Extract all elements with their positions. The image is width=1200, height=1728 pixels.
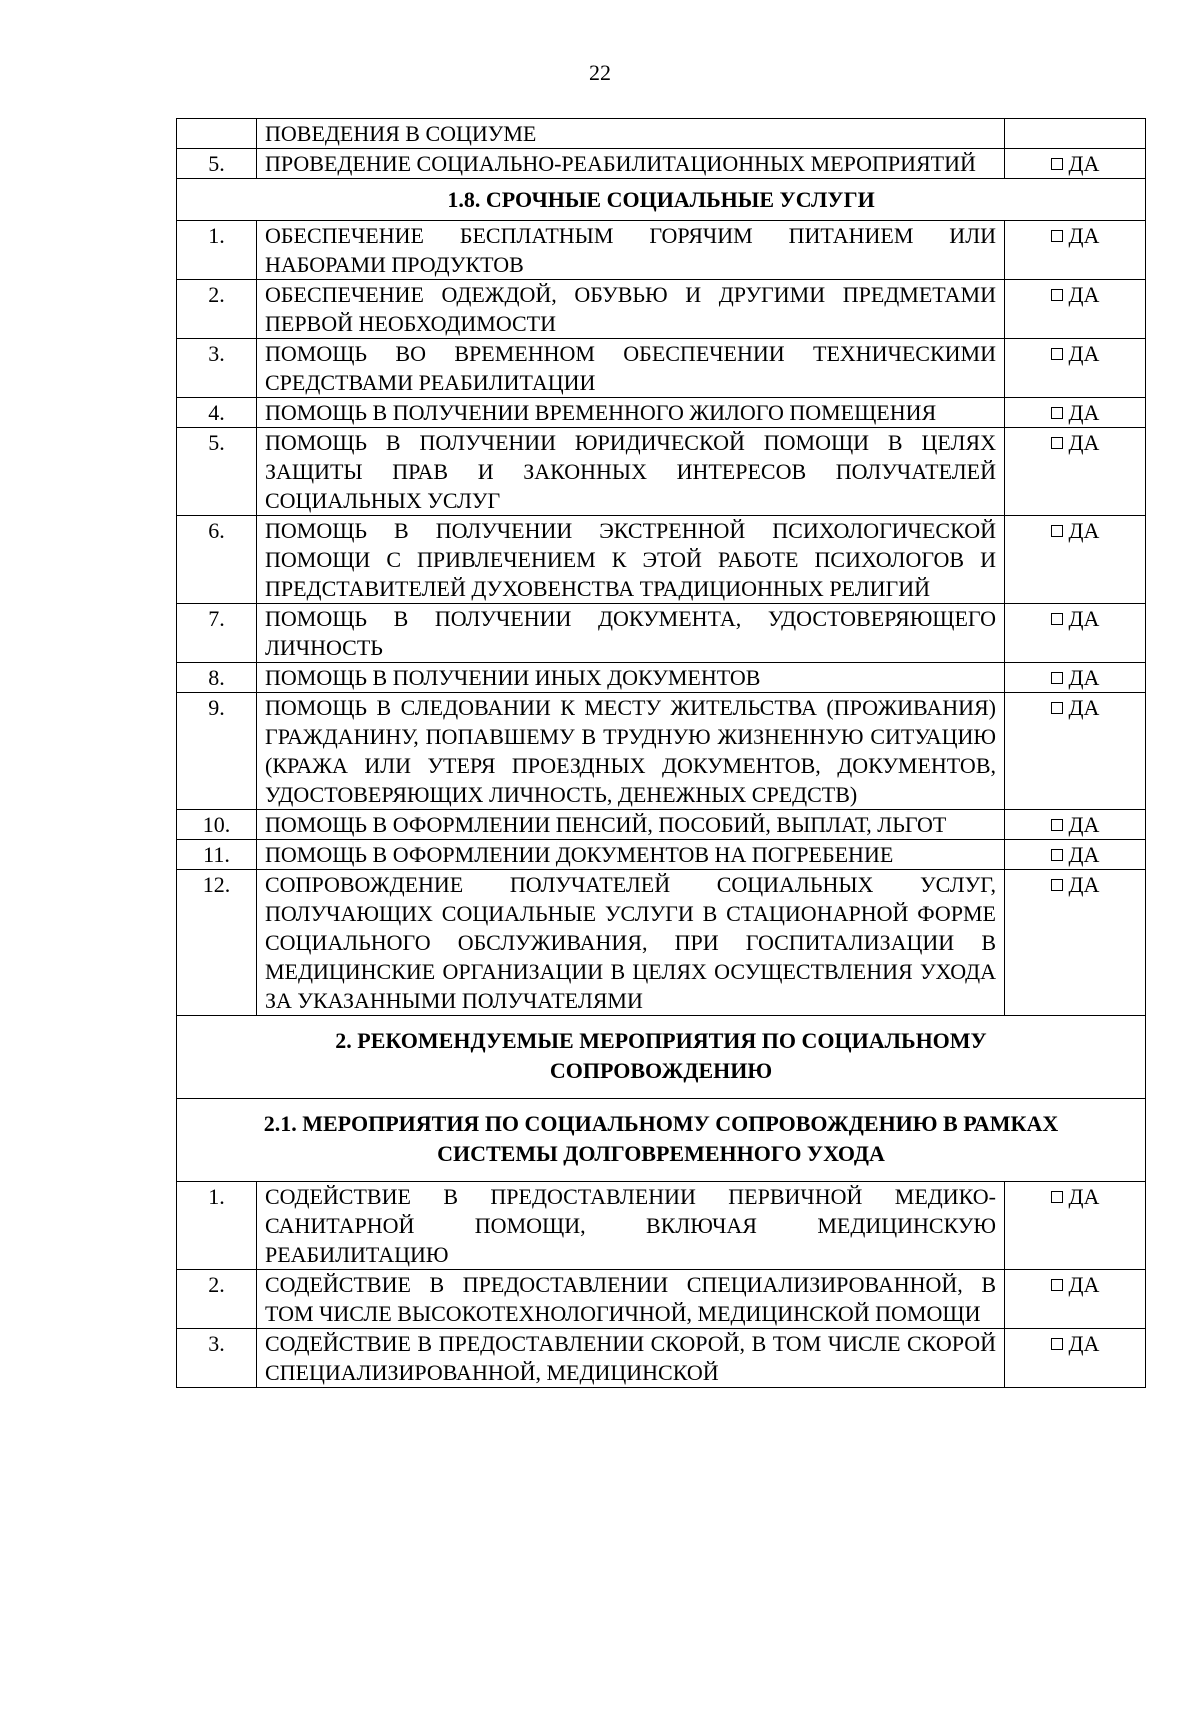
section-2-1-header [177, 1099, 1146, 1182]
row-number: 2. [177, 1270, 257, 1329]
row-service-text: СОДЕЙСТВИЕ В ПРЕДОСТАВЛЕНИИ ПЕРВИЧНОЙ МЕДИКО-САНИТАРНОЙ ПОМОЩИ, ВКЛЮЧАЯ МЕДИЦИНСКУЮ РЕАБИЛИТАЦИЮ [257, 1182, 1005, 1270]
row-service-text: ОБЕСПЕЧЕНИЕ ОДЕЖДОЙ, ОБУВЬЮ И ДРУГИМИ ПРЕДМЕТАМИ ПЕРВОЙ НЕОБХОДИМОСТИ [257, 280, 1005, 339]
table-row [177, 119, 1146, 149]
row-number: 3. [177, 1329, 257, 1388]
answer-label: ДА [1068, 842, 1100, 867]
table-row [177, 840, 1146, 870]
answer-label: ДА [1068, 430, 1100, 455]
checkbox-icon[interactable] [1051, 230, 1063, 242]
row-service-text: ПОМОЩЬ В ПОЛУЧЕНИИ ИНЫХ ДОКУМЕНТОВ [257, 663, 1005, 693]
checkbox-icon[interactable] [1051, 1191, 1063, 1203]
table-row [177, 1270, 1146, 1329]
row-service-text: СОДЕЙСТВИЕ В ПРЕДОСТАВЛЕНИИ СПЕЦИАЛИЗИРОВАННОЙ, В ТОМ ЧИСЛЕ ВЫСОКОТЕХНОЛОГИЧНОЙ, МЕДИЦИНСКОЙ ПОМОЩИ [257, 1270, 1005, 1329]
row-service-text: ПРОВЕДЕНИЕ СОЦИАЛЬНО-РЕАБИЛИТАЦИОННЫХ МЕРОПРИЯТИЙ [257, 149, 1005, 179]
row-service-text: СОДЕЙСТВИЕ В ПРЕДОСТАВЛЕНИИ СКОРОЙ, В ТОМ ЧИСЛЕ СКОРОЙ СПЕЦИАЛИЗИРОВАННОЙ, МЕДИЦИНСКОЙ [257, 1329, 1005, 1388]
page-number: 22 [589, 60, 611, 85]
table-row [177, 221, 1146, 280]
row-service-text: ПОМОЩЬ В ОФОРМЛЕНИИ ПЕНСИЙ, ПОСОБИЙ, ВЫПЛАТ, ЛЬГОТ [257, 810, 1005, 840]
checkbox-icon[interactable] [1051, 437, 1063, 449]
row-number: 10. [177, 810, 257, 840]
row-number: 4. [177, 398, 257, 428]
section-title-line: СИСТЕМЫ ДОЛГОВРЕМЕННОГО УХОДА [437, 1141, 885, 1166]
row-number: 9. [177, 693, 257, 810]
row-service-text: ПОВЕДЕНИЯ В СОЦИУМЕ [257, 119, 1005, 149]
checkbox-icon[interactable] [1051, 289, 1063, 301]
row-service-text: ПОМОЩЬ В ПОЛУЧЕНИИ ЭКСТРЕННОЙ ПСИХОЛОГИЧЕСКОЙ ПОМОЩИ С ПРИВЛЕЧЕНИЕМ К ЭТОЙ РАБОТЕ ПСИХОЛОГОВ И ПРЕДСТАВИТЕЛЕЙ ДУХОВЕНСТВА ТРАДИЦИОННЫХ РЕЛИГИЙ [257, 516, 1005, 604]
row-number: 11. [177, 840, 257, 870]
answer-label: ДА [1068, 695, 1100, 720]
row-answer-cell [1005, 119, 1146, 149]
row-answer-cell [1005, 1182, 1146, 1270]
row-answer-cell [1005, 1270, 1146, 1329]
answer-label: ДА [1068, 518, 1100, 543]
answer-label: ДА [1068, 341, 1100, 366]
table-row [177, 339, 1146, 398]
row-number: 1. [177, 221, 257, 280]
section-title-line: СОПРОВОЖДЕНИЮ [549, 1058, 773, 1083]
row-answer-cell [1005, 840, 1146, 870]
table-row [177, 280, 1146, 339]
checkbox-icon[interactable] [1051, 407, 1063, 419]
row-service-text: ПОМОЩЬ ВО ВРЕМЕННОМ ОБЕСПЕЧЕНИИ ТЕХНИЧЕСКИМИ СРЕДСТВАМИ РЕАБИЛИТАЦИИ [257, 339, 1005, 398]
answer-label: ДА [1068, 812, 1100, 837]
row-answer-cell [1005, 280, 1146, 339]
row-answer-cell [1005, 693, 1146, 810]
answer-label: ДА [1068, 1272, 1100, 1297]
section-title-line: 2.1. МЕРОПРИЯТИЯ ПО СОЦИАЛЬНОМУ СОПРОВОЖДЕНИЮ В РАМКАХ [263, 1111, 1059, 1136]
row-answer-cell [1005, 428, 1146, 516]
row-service-text: ПОМОЩЬ В ПОЛУЧЕНИИ ЮРИДИЧЕСКОЙ ПОМОЩИ В ЦЕЛЯХ ЗАЩИТЫ ПРАВ И ЗАКОННЫХ ИНТЕРЕСОВ ПОЛУЧАТЕЛЕЙ СОЦИАЛЬНЫХ УСЛУГ [257, 428, 1005, 516]
checkbox-icon[interactable] [1051, 158, 1063, 170]
checkbox-icon[interactable] [1051, 702, 1063, 714]
row-service-text: СОПРОВОЖДЕНИЕ ПОЛУЧАТЕЛЕЙ СОЦИАЛЬНЫХ УСЛУГ, ПОЛУЧАЮЩИХ СОЦИАЛЬНЫЕ УСЛУГИ В СТАЦИОНАРНОЙ ФОРМЕ СОЦИАЛЬНОГО ОБСЛУЖИВАНИЯ, ПРИ ГОСПИТАЛИЗАЦИИ В МЕДИЦИНСКИЕ ОРГАНИЗАЦИИ В ЦЕЛЯХ ОСУЩЕСТВЛЕНИЯ УХОДА ЗА УКАЗАННЫМИ ПОЛУЧАТЕЛЯМИ [257, 870, 1005, 1016]
checkbox-icon[interactable] [1051, 1338, 1063, 1350]
section-title: 1.8. СРОЧНЫЕ СОЦИАЛЬНЫЕ УСЛУГИ [177, 179, 1146, 221]
row-number: 7. [177, 604, 257, 663]
answer-label: ДА [1068, 606, 1100, 631]
row-service-text: ПОМОЩЬ В ПОЛУЧЕНИИ ДОКУМЕНТА, УДОСТОВЕРЯЮЩЕГО ЛИЧНОСТЬ [257, 604, 1005, 663]
answer-label: ДА [1068, 223, 1100, 248]
section-2-header [177, 1016, 1146, 1099]
row-service-text: ПОМОЩЬ В ПОЛУЧЕНИИ ВРЕМЕННОГО ЖИЛОГО ПОМЕЩЕНИЯ [257, 398, 1005, 428]
section-title-line: 2. РЕКОМЕНДУЕМЫЕ МЕРОПРИЯТИЯ ПО СОЦИАЛЬНОМУ [335, 1028, 987, 1053]
table-row [177, 398, 1146, 428]
answer-label: ДА [1068, 151, 1100, 176]
row-answer-cell [1005, 810, 1146, 840]
row-service-text: ПОМОЩЬ В ОФОРМЛЕНИИ ДОКУМЕНТОВ НА ПОГРЕБЕНИЕ [257, 840, 1005, 870]
row-answer-cell [1005, 516, 1146, 604]
table-row [177, 1329, 1146, 1388]
row-number [177, 119, 257, 149]
checkbox-icon[interactable] [1051, 1279, 1063, 1291]
row-number: 5. [177, 428, 257, 516]
row-number: 6. [177, 516, 257, 604]
table-row [177, 149, 1146, 179]
table-row [177, 1182, 1146, 1270]
section-2-1-rows [177, 1182, 1146, 1388]
row-number: 2. [177, 280, 257, 339]
row-answer-cell [1005, 398, 1146, 428]
row-answer-cell [1005, 149, 1146, 179]
services-table [176, 118, 1146, 1388]
checkbox-icon[interactable] [1051, 879, 1063, 891]
checkbox-icon[interactable] [1051, 613, 1063, 625]
row-number: 8. [177, 663, 257, 693]
row-answer-cell [1005, 1329, 1146, 1388]
answer-label: ДА [1068, 665, 1100, 690]
answer-label: ДА [1068, 1184, 1100, 1209]
answer-label: ДА [1068, 282, 1100, 307]
row-answer-cell [1005, 339, 1146, 398]
row-service-text: ПОМОЩЬ В СЛЕДОВАНИИ К МЕСТУ ЖИТЕЛЬСТВА (ПРОЖИВАНИЯ) ГРАЖДАНИНУ, ПОПАВШЕМУ В ТРУДНУЮ ЖИЗНЕННУЮ СИТУАЦИЮ (КРАЖА ИЛИ УТЕРЯ ПРОЕЗДНЫХ ДОКУМЕНТОВ, ДОКУМЕНТОВ, УДОСТОВЕРЯЮЩИХ ЛИЧНОСТЬ, ДЕНЕЖНЫХ СРЕДСТВ) [257, 693, 1005, 810]
checkbox-icon[interactable] [1051, 819, 1063, 831]
table-row [177, 516, 1146, 604]
row-answer-cell [1005, 604, 1146, 663]
checkbox-icon[interactable] [1051, 348, 1063, 360]
checkbox-icon[interactable] [1051, 849, 1063, 861]
row-answer-cell [1005, 870, 1146, 1016]
section-title [177, 1099, 1146, 1182]
row-service-text: ОБЕСПЕЧЕНИЕ БЕСПЛАТНЫМ ГОРЯЧИМ ПИТАНИЕМ ИЛИ НАБОРАМИ ПРОДУКТОВ [257, 221, 1005, 280]
section-1-8-rows [177, 221, 1146, 1016]
answer-label: ДА [1068, 1331, 1100, 1356]
table-row [177, 663, 1146, 693]
section-1-8-header [177, 179, 1146, 221]
row-number: 3. [177, 339, 257, 398]
table-body-top [177, 119, 1146, 179]
table-row [177, 604, 1146, 663]
row-answer-cell [1005, 221, 1146, 280]
answer-label: ДА [1068, 872, 1100, 897]
row-number: 1. [177, 1182, 257, 1270]
checkbox-icon[interactable] [1051, 525, 1063, 537]
table-row [177, 693, 1146, 810]
section-title [177, 1016, 1146, 1099]
checkbox-icon[interactable] [1051, 672, 1063, 684]
table-row [177, 870, 1146, 1016]
row-number: 5. [177, 149, 257, 179]
answer-label: ДА [1068, 400, 1100, 425]
table-row [177, 428, 1146, 516]
row-number: 12. [177, 870, 257, 1016]
row-answer-cell [1005, 663, 1146, 693]
table-row [177, 810, 1146, 840]
